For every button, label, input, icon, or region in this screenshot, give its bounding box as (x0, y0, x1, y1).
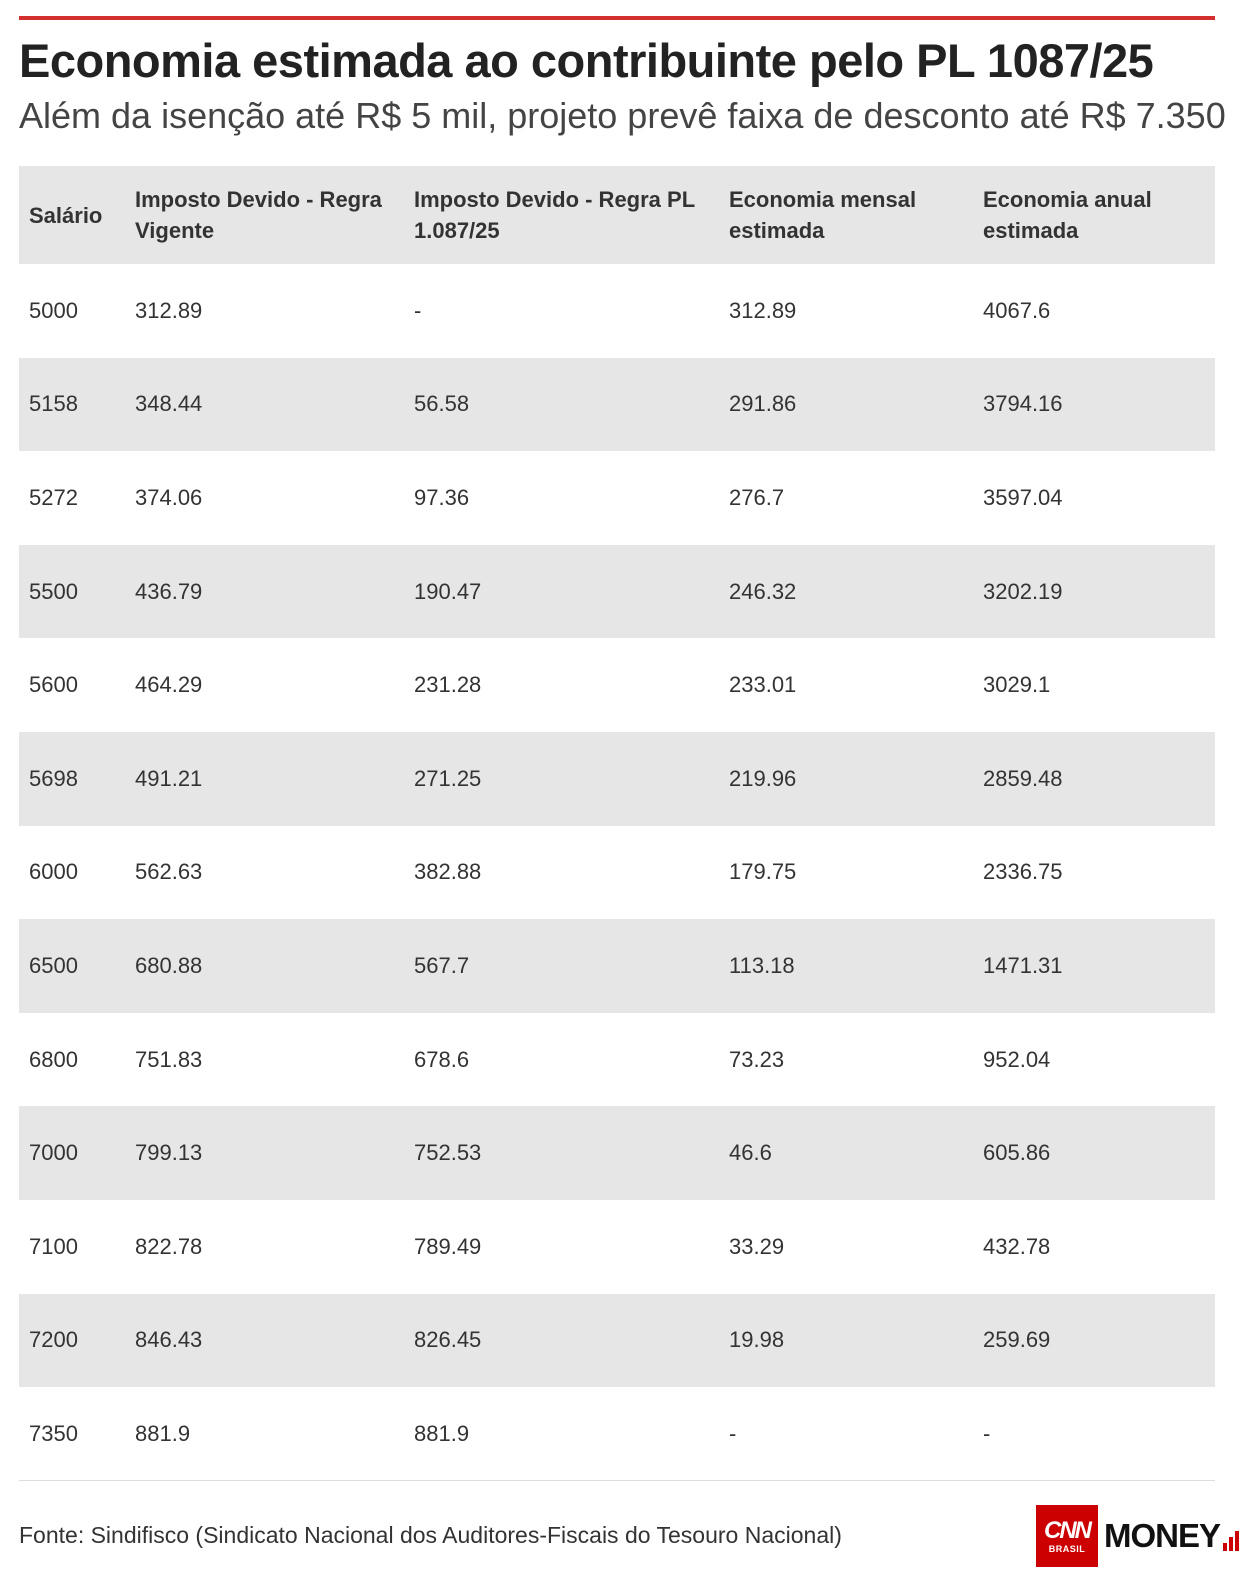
cell-economia-anual: 2336.75 (983, 859, 1063, 885)
cell-economia-mensal: 219.96 (729, 765, 797, 791)
cell-economia-anual: 1471.31 (983, 952, 1063, 978)
cell-imposto-vigente: 822.78 (135, 1233, 203, 1259)
table-row (19, 638, 1215, 732)
cell-imposto-pl: 231.28 (414, 672, 482, 698)
cell-imposto-pl: 271.25 (414, 765, 482, 791)
cell-economia-mensal: 113.18 (729, 952, 795, 978)
cell-salario: 7350 (29, 1420, 78, 1446)
cell-economia-anual: - (983, 1420, 991, 1446)
cell-economia-mensal: 312.89 (729, 297, 797, 323)
cell-imposto-pl: 789.49 (414, 1233, 482, 1259)
cell-imposto-vigente: 374.06 (135, 484, 203, 510)
cell-economia-mensal: - (729, 1420, 737, 1446)
table-row (19, 919, 1215, 1013)
cell-economia-mensal: 291.86 (729, 391, 797, 417)
bar-chart-icon (1223, 1531, 1241, 1551)
cell-imposto-vigente: 846.43 (135, 1327, 203, 1353)
cell-salario: 7200 (29, 1327, 78, 1353)
source-note: Fonte: Sindifisco (Sindicato Nacional dos Auditores-Fiscais do Tesouro Nacional) (19, 1522, 842, 1548)
cell-economia-mensal: 33.29 (729, 1233, 785, 1259)
column-header-economia-mensal: Economia mensal estimada (729, 187, 917, 243)
cell-imposto-vigente: 464.29 (135, 672, 203, 698)
table-row (19, 826, 1215, 920)
cell-imposto-vigente: 562.63 (135, 859, 203, 885)
cell-salario: 6000 (29, 859, 78, 885)
cell-imposto-vigente: 751.83 (135, 1046, 203, 1072)
cell-economia-anual: 259.69 (983, 1327, 1051, 1353)
cell-imposto-pl: 97.36 (414, 484, 470, 510)
cell-economia-anual: 605.86 (983, 1140, 1051, 1166)
header-row (19, 166, 1215, 264)
table-row (19, 264, 1215, 358)
chart-subtitle: Além da isenção até R$ 5 mil, projeto prevê faixa de desconto até R$ 7.350 (19, 95, 1226, 136)
cell-economia-anual: 3202.19 (983, 578, 1063, 604)
column-header-salario: Salário (29, 202, 103, 228)
cell-economia-anual: 432.78 (983, 1233, 1051, 1259)
bottom-divider (19, 1480, 1215, 1481)
cell-economia-anual: 2859.48 (983, 765, 1063, 791)
table-body (19, 264, 1215, 1481)
cell-economia-mensal: 246.32 (729, 578, 797, 604)
cell-imposto-vigente: 348.44 (135, 391, 203, 417)
cell-imposto-pl: 752.53 (414, 1140, 482, 1166)
data-table-container (19, 166, 1215, 1481)
table-row (19, 732, 1215, 826)
cell-salario: 7000 (29, 1140, 78, 1166)
cell-imposto-vigente: 312.89 (135, 297, 203, 323)
cell-imposto-pl: 190.47 (414, 578, 482, 604)
data-table (19, 166, 1215, 1481)
cell-economia-mensal: 46.6 (729, 1140, 772, 1166)
column-header-imposto-pl: Imposto Devido - Regra PL 1.087/25 (414, 187, 695, 243)
money-logo-text: MONEY (1104, 1517, 1221, 1554)
cell-imposto-vigente: 799.13 (135, 1140, 203, 1166)
cell-economia-anual: 3597.04 (983, 484, 1063, 510)
cell-salario: 5500 (29, 578, 78, 604)
cnn-logo-subtext: BRASIL (1048, 1544, 1086, 1554)
table-row (19, 1200, 1215, 1294)
cell-salario: 5000 (29, 297, 78, 323)
cell-economia-mensal: 73.23 (729, 1046, 785, 1072)
cell-imposto-vigente: 680.88 (135, 952, 203, 978)
cell-imposto-pl: 567.7 (414, 952, 470, 978)
cell-economia-mensal: 19.98 (729, 1327, 785, 1353)
cell-imposto-pl: 678.6 (414, 1046, 470, 1072)
cell-economia-mensal: 233.01 (729, 672, 797, 698)
table-row (19, 1387, 1215, 1481)
cell-imposto-pl: 382.88 (414, 859, 482, 885)
cnn-brasil-logo-box (1036, 1505, 1098, 1567)
cnn-logo-text: CNN (1044, 1517, 1090, 1544)
top-accent-rule (19, 16, 1215, 20)
cell-imposto-vigente: 491.21 (135, 765, 203, 791)
column-header-economia-anual: Economia anual estimada (983, 187, 1152, 243)
cell-salario: 5158 (29, 391, 78, 417)
cell-salario: 6500 (29, 952, 78, 978)
cell-economia-anual: 3029.1 (983, 672, 1051, 698)
cell-imposto-pl: 826.45 (414, 1327, 482, 1353)
cell-salario: 5600 (29, 672, 78, 698)
column-header-imposto-vigente: Imposto Devido - Regra Vigente (135, 187, 382, 243)
cell-imposto-vigente: 881.9 (135, 1420, 191, 1446)
table-row (19, 545, 1215, 639)
cell-salario: 5272 (29, 484, 78, 510)
table-row (19, 1294, 1215, 1388)
cnn-money-logo (1036, 1505, 1241, 1567)
cell-economia-mensal: 276.7 (729, 484, 785, 510)
table-header (19, 166, 1215, 264)
cell-imposto-pl: 881.9 (414, 1420, 470, 1446)
cell-salario: 5698 (29, 765, 78, 791)
cell-imposto-pl: - (414, 297, 422, 323)
table-row (19, 1013, 1215, 1107)
table-row (19, 358, 1215, 452)
cell-economia-mensal: 179.75 (729, 859, 797, 885)
cell-economia-anual: 952.04 (983, 1046, 1051, 1072)
cell-salario: 7100 (29, 1233, 78, 1259)
table-row (19, 451, 1215, 545)
cell-economia-anual: 3794.16 (983, 391, 1063, 417)
cell-economia-anual: 4067.6 (983, 297, 1051, 323)
cell-imposto-vigente: 436.79 (135, 578, 203, 604)
cell-salario: 6800 (29, 1046, 78, 1072)
cell-imposto-pl: 56.58 (414, 391, 470, 417)
chart-title: Economia estimada ao contribuinte pelo PL 1087/25 (19, 34, 1154, 87)
table-row (19, 1106, 1215, 1200)
